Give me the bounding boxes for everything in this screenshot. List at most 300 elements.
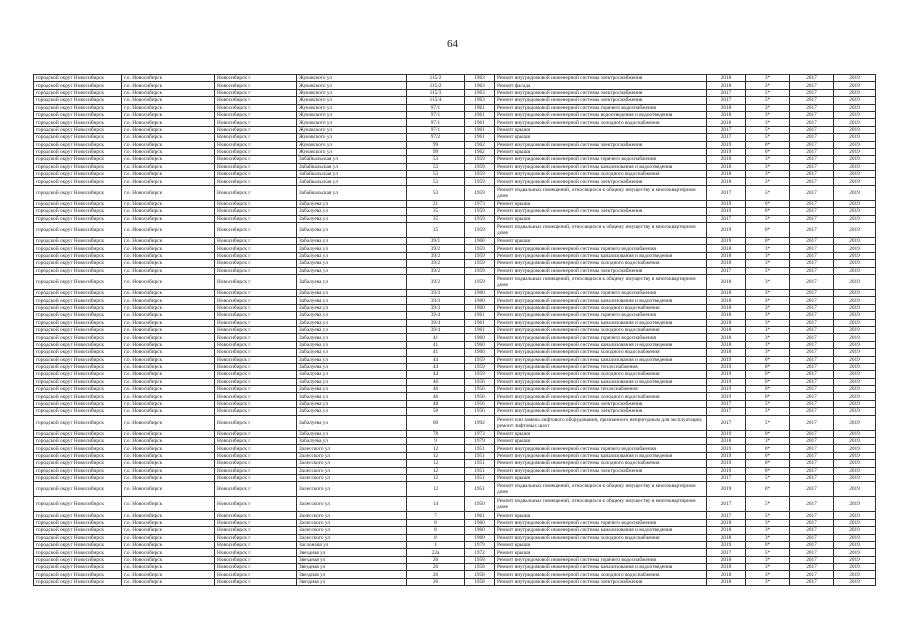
cell-house-number: 14 <box>407 497 465 512</box>
cell-work-type: Ремонт крыши <box>495 200 707 207</box>
cell-work-type: Ремонт внутридомовой инженерной системы канализования и водоотведения <box>495 341 707 348</box>
cell-locality: Новосибирск г <box>215 356 297 363</box>
cell-period-end: 2019 <box>834 334 876 341</box>
table-row <box>34 178 876 185</box>
cell-street: Залесского ул <box>297 445 407 452</box>
cell-locality: Новосибирск г <box>215 104 297 111</box>
table-row <box>34 75 876 82</box>
cell-period-end: 2019 <box>834 549 876 556</box>
cell-build-year: 1992 <box>465 415 495 430</box>
cell-street: Жуковского ул <box>297 119 407 126</box>
cell-period-start: 2017 <box>790 527 834 534</box>
cell-municipality: городской округ Новосибирск <box>34 75 122 82</box>
cell-locality: Новосибирск г <box>215 111 297 118</box>
cell-term: 5* <box>746 497 790 512</box>
cell-period-end: 2019 <box>834 245 876 252</box>
cell-locality: Новосибирск г <box>215 178 297 185</box>
cell-build-year: 1960 <box>465 519 495 526</box>
cell-locality: Новосибирск г <box>215 549 297 556</box>
cell-term: 3* <box>746 178 790 185</box>
cell-term: 3* <box>746 564 790 571</box>
cell-municipality: городской округ Новосибирск <box>34 408 122 415</box>
page-number: 64 <box>447 38 458 50</box>
cell-house-number: 97/1 <box>407 104 465 111</box>
cell-period-start: 2017 <box>790 393 834 400</box>
cell-period-start: 2017 <box>790 356 834 363</box>
cell-house-number: 115/2 <box>407 82 465 89</box>
cell-planned-year: 2018 <box>707 178 746 185</box>
cell-house-number: 39/2 <box>407 245 465 252</box>
cell-street: Залесского ул <box>297 519 407 526</box>
cell-locality: Новосибирск г <box>215 445 297 452</box>
table-row <box>34 527 876 534</box>
cell-street: Залесского ул <box>297 460 407 467</box>
cell-city-district: г.о. Новосибирск <box>122 534 215 541</box>
cell-city-district: г.о. Новосибирск <box>122 185 215 200</box>
cell-period-end: 2019 <box>834 415 876 430</box>
cell-work-type: Ремонт или замена лифтового оборудования, признанного непригодным для эксплуатации, ремонт лифтовых шахт <box>495 415 707 430</box>
cell-street: Жуковского ул <box>297 126 407 133</box>
cell-work-type: Ремонт внутридомовой инженерной системы канализования и водоотведения <box>495 163 707 170</box>
cell-street: Заслонова ул <box>297 541 407 548</box>
cell-house-number: 97/1 <box>407 119 465 126</box>
cell-city-district: г.о. Новосибирск <box>122 200 215 207</box>
cell-period-start: 2017 <box>790 460 834 467</box>
cell-term: 5* <box>746 474 790 481</box>
cell-locality: Новосибирск г <box>215 156 297 163</box>
cell-period-start: 2017 <box>790 534 834 541</box>
cell-period-start: 2017 <box>790 312 834 319</box>
cell-municipality: городской округ Новосибирск <box>34 474 122 481</box>
table-row <box>34 349 876 356</box>
cell-street: Забалуева ул <box>297 415 407 430</box>
cell-period-end: 2019 <box>834 156 876 163</box>
cell-build-year: 1961 <box>465 312 495 319</box>
cell-house-number: 26 <box>407 564 465 571</box>
cell-term: 3* <box>746 75 790 82</box>
cell-build-year: 1956 <box>465 386 495 393</box>
cell-city-district: г.о. Новосибирск <box>122 223 215 238</box>
cell-city-district: г.о. Новосибирск <box>122 252 215 259</box>
cell-locality: Новосибирск г <box>215 512 297 519</box>
cell-locality: Новосибирск г <box>215 208 297 215</box>
cell-locality: Новосибирск г <box>215 334 297 341</box>
cell-build-year: 1959 <box>465 252 495 259</box>
cell-build-year: 1962 <box>465 148 495 155</box>
table-row <box>34 371 876 378</box>
cell-planned-year: 2019 <box>707 541 746 548</box>
cell-planned-year: 2018 <box>707 111 746 118</box>
cell-build-year: 1961 <box>465 134 495 141</box>
cell-period-start: 2017 <box>790 82 834 89</box>
cell-street: Забалуева ул <box>297 430 407 437</box>
cell-period-end: 2019 <box>834 452 876 459</box>
cell-build-year: 1956 <box>465 393 495 400</box>
cell-city-district: г.о. Новосибирск <box>122 156 215 163</box>
cell-period-end: 2019 <box>834 297 876 304</box>
cell-period-end: 2019 <box>834 349 876 356</box>
cell-city-district: г.о. Новосибирск <box>122 326 215 333</box>
cell-municipality: городской округ Новосибирск <box>34 89 122 96</box>
cell-locality: Новосибирск г <box>215 578 297 585</box>
cell-locality: Новосибирск г <box>215 341 297 348</box>
cell-city-district: г.о. Новосибирск <box>122 556 215 563</box>
cell-locality: Новосибирск г <box>215 215 297 222</box>
cell-house-number: 99 <box>407 148 465 155</box>
cell-work-type: Ремонт внутридомовой инженерной системы горячего водоснабжения <box>495 445 707 452</box>
cell-municipality: городской округ Новосибирск <box>34 349 122 356</box>
cell-locality: Новосибирск г <box>215 260 297 267</box>
cell-term: 3* <box>746 163 790 170</box>
cell-work-type: Ремонт внутридомовой инженерной системы горячего водоснабжения <box>495 104 707 111</box>
cell-city-district: г.о. Новосибирск <box>122 371 215 378</box>
cell-house-number: 35 <box>407 223 465 238</box>
cell-period-start: 2017 <box>790 238 834 245</box>
cell-house-number: 12 <box>407 452 465 459</box>
cell-city-district: г.о. Новосибирск <box>122 89 215 96</box>
cell-build-year: 1961 <box>465 326 495 333</box>
cell-planned-year: 2017 <box>707 97 746 104</box>
cell-period-end: 2019 <box>834 104 876 111</box>
cell-planned-year: 2019 <box>707 460 746 467</box>
cell-house-number: 44 <box>407 371 465 378</box>
cell-build-year: 1959 <box>465 260 495 267</box>
cell-period-start: 2017 <box>790 171 834 178</box>
cell-work-type: Ремонт внутридомовой инженерной системы горячего водоснабжения <box>495 334 707 341</box>
cell-locality: Новосибирск г <box>215 386 297 393</box>
cell-house-number: 46 <box>407 378 465 385</box>
cell-street: Забалуева ул <box>297 386 407 393</box>
table-row <box>34 274 876 289</box>
cell-period-end: 2019 <box>834 393 876 400</box>
cell-locality: Новосибирск г <box>215 304 297 311</box>
cell-planned-year: 2018 <box>707 578 746 585</box>
cell-street: Забалуева ул <box>297 371 407 378</box>
cell-locality: Новосибирск г <box>215 126 297 133</box>
table-body <box>34 75 876 586</box>
cell-period-end: 2019 <box>834 319 876 326</box>
table-row <box>34 400 876 407</box>
cell-build-year: 1951 <box>465 452 495 459</box>
cell-street: Забайкальская ул <box>297 163 407 170</box>
cell-period-start: 2017 <box>790 438 834 445</box>
cell-planned-year: 2018 <box>707 326 746 333</box>
cell-term: 0* <box>746 452 790 459</box>
cell-period-start: 2017 <box>790 408 834 415</box>
cell-city-district: г.о. Новосибирск <box>122 445 215 452</box>
cell-work-type: Ремонт внутридомовой инженерной системы холодного водоснабжения <box>495 371 707 378</box>
cell-city-district: г.о. Новосибирск <box>122 260 215 267</box>
cell-period-start: 2017 <box>790 378 834 385</box>
cell-build-year: 1958 <box>465 556 495 563</box>
cell-street: Забалуева ул <box>297 200 407 207</box>
cell-period-end: 2019 <box>834 341 876 348</box>
table-row <box>34 260 876 267</box>
cell-municipality: городской округ Новосибирск <box>34 312 122 319</box>
cell-city-district: г.о. Новосибирск <box>122 289 215 296</box>
table-row <box>34 141 876 148</box>
table-row <box>34 208 876 215</box>
cell-term: 5* <box>746 415 790 430</box>
cell-city-district: г.о. Новосибирск <box>122 97 215 104</box>
cell-period-start: 2017 <box>790 578 834 585</box>
cell-planned-year: 2019 <box>707 356 746 363</box>
cell-city-district: г.о. Новосибирск <box>122 215 215 222</box>
cell-street: Забалуева ул <box>297 289 407 296</box>
cell-term: 3* <box>746 341 790 348</box>
table-row <box>34 119 876 126</box>
table-row <box>34 386 876 393</box>
cell-municipality: городской округ Новосибирск <box>34 326 122 333</box>
cell-street: Забалуева ул <box>297 223 407 238</box>
cell-build-year: 1951 <box>465 467 495 474</box>
cell-work-type: Ремонт крыши <box>495 126 707 133</box>
cell-planned-year: 2018 <box>707 304 746 311</box>
cell-work-type: Ремонт крыши <box>495 549 707 556</box>
cell-city-district: г.о. Новосибирск <box>122 571 215 578</box>
cell-municipality: городской округ Новосибирск <box>34 163 122 170</box>
cell-locality: Новосибирск г <box>215 519 297 526</box>
table-row <box>34 571 876 578</box>
cell-municipality: городской округ Новосибирск <box>34 564 122 571</box>
cell-term: 3* <box>746 304 790 311</box>
cell-planned-year: 2017 <box>707 400 746 407</box>
cell-build-year: 1979 <box>465 541 495 548</box>
cell-planned-year: 2018 <box>707 75 746 82</box>
cell-period-start: 2017 <box>790 319 834 326</box>
cell-street: Забалуева ул <box>297 326 407 333</box>
cell-period-end: 2019 <box>834 438 876 445</box>
cell-locality: Новосибирск г <box>215 82 297 89</box>
cell-locality: Новосибирск г <box>215 564 297 571</box>
cell-house-number: 50 <box>407 408 465 415</box>
cell-period-end: 2019 <box>834 408 876 415</box>
cell-house-number: 1 <box>407 541 465 548</box>
cell-build-year: 1959 <box>465 245 495 252</box>
cell-work-type: Ремонт внутридомовой инженерной системы электроснабжения <box>495 75 707 82</box>
cell-period-start: 2017 <box>790 541 834 548</box>
cell-term: 5* <box>746 134 790 141</box>
cell-locality: Новосибирск г <box>215 474 297 481</box>
cell-period-end: 2019 <box>834 497 876 512</box>
cell-house-number: 39/2 <box>407 260 465 267</box>
cell-city-district: г.о. Новосибирск <box>122 482 215 497</box>
cell-house-number: 48 <box>407 400 465 407</box>
cell-municipality: городской округ Новосибирск <box>34 267 122 274</box>
cell-build-year: 1961 <box>465 319 495 326</box>
cell-street: Залесского ул <box>297 512 407 519</box>
cell-street: Забайкальская ул <box>297 185 407 200</box>
cell-locality: Новосибирск г <box>215 467 297 474</box>
cell-work-type: Ремонт крыши <box>495 438 707 445</box>
cell-house-number: 26 <box>407 578 465 585</box>
cell-work-type: Ремонт внутридомовой инженерной системы холодного водоснабжения <box>495 326 707 333</box>
cell-period-start: 2017 <box>790 564 834 571</box>
cell-planned-year: 2018 <box>707 527 746 534</box>
cell-municipality: городской округ Новосибирск <box>34 126 122 133</box>
cell-planned-year: 2019 <box>707 445 746 452</box>
cell-street: Жуковского ул <box>297 89 407 96</box>
cell-house-number: 97/1 <box>407 126 465 133</box>
cell-city-district: г.о. Новосибирск <box>122 349 215 356</box>
cell-period-start: 2017 <box>790 430 834 437</box>
cell-work-type: Ремонт внутридомовой инженерной системы электроснабжения <box>495 578 707 585</box>
cell-planned-year: 2017 <box>707 185 746 200</box>
cell-locality: Новосибирск г <box>215 349 297 356</box>
cell-city-district: г.о. Новосибирск <box>122 104 215 111</box>
cell-street: Забалуева ул <box>297 274 407 289</box>
cell-street: Жуковского ул <box>297 104 407 111</box>
cell-street: Забалуева ул <box>297 400 407 407</box>
cell-locality: Новосибирск г <box>215 541 297 548</box>
table-row <box>34 82 876 89</box>
cell-period-end: 2019 <box>834 363 876 370</box>
cell-locality: Новосибирск г <box>215 363 297 370</box>
cell-locality: Новосибирск г <box>215 163 297 170</box>
cell-build-year: 1956 <box>465 400 495 407</box>
cell-locality: Новосибирск г <box>215 89 297 96</box>
cell-period-end: 2019 <box>834 512 876 519</box>
cell-house-number: 60 <box>407 415 465 430</box>
cell-street: Звездная ул <box>297 556 407 563</box>
cell-municipality: городской округ Новосибирск <box>34 541 122 548</box>
cell-period-end: 2019 <box>834 97 876 104</box>
cell-city-district: г.о. Новосибирск <box>122 460 215 467</box>
cell-planned-year: 2019 <box>707 482 746 497</box>
cell-term: 3* <box>746 319 790 326</box>
cell-planned-year: 2018 <box>707 119 746 126</box>
cell-street: Забайкальская ул <box>297 178 407 185</box>
cell-city-district: г.о. Новосибирск <box>122 119 215 126</box>
cell-build-year: 1960 <box>465 304 495 311</box>
table-row <box>34 578 876 585</box>
cell-house-number: 41 <box>407 349 465 356</box>
cell-municipality: городской округ Новосибирск <box>34 148 122 155</box>
cell-street: Жуковского ул <box>297 75 407 82</box>
cell-period-start: 2017 <box>790 141 834 148</box>
cell-work-type: Ремонт внутридомовой инженерной системы горячего водоснабжения <box>495 245 707 252</box>
cell-period-start: 2017 <box>790 208 834 215</box>
cell-municipality: городской округ Новосибирск <box>34 97 122 104</box>
cell-house-number: 22а <box>407 549 465 556</box>
cell-street: Залесского ул <box>297 534 407 541</box>
cell-city-district: г.о. Новосибирск <box>122 578 215 585</box>
cell-work-type: Ремонт внутридомовой инженерной системы электроснабжения <box>495 178 707 185</box>
cell-street: Забалуева ул <box>297 267 407 274</box>
cell-municipality: городской округ Новосибирск <box>34 378 122 385</box>
cell-locality: Новосибирск г <box>215 252 297 259</box>
cell-planned-year: 2018 <box>707 349 746 356</box>
cell-period-end: 2019 <box>834 178 876 185</box>
cell-period-end: 2019 <box>834 141 876 148</box>
cell-municipality: городской округ Новосибирск <box>34 252 122 259</box>
cell-work-type: Ремонт внутридомовой инженерной системы холодного водоснабжения <box>495 304 707 311</box>
table-row <box>34 408 876 415</box>
cell-build-year: 1973 <box>465 200 495 207</box>
cell-street: Забалуева ул <box>297 319 407 326</box>
cell-city-district: г.о. Новосибирск <box>122 334 215 341</box>
cell-street: Залесского ул <box>297 482 407 497</box>
cell-period-start: 2017 <box>790 267 834 274</box>
cell-locality: Новосибирск г <box>215 312 297 319</box>
cell-work-type: Ремонт внутридомовой инженерной системы холодного водоснабжения <box>495 393 707 400</box>
cell-term: 5* <box>746 215 790 222</box>
cell-period-start: 2017 <box>790 223 834 238</box>
table-row <box>34 200 876 207</box>
table-row <box>34 363 876 370</box>
cell-period-end: 2019 <box>834 238 876 245</box>
cell-term: 3* <box>746 156 790 163</box>
table-row <box>34 267 876 274</box>
cell-term: 3* <box>746 111 790 118</box>
cell-work-type: Ремонт внутридомовой инженерной системы холодного водоснабжения <box>495 571 707 578</box>
cell-municipality: городской округ Новосибирск <box>34 534 122 541</box>
cell-planned-year: 2017 <box>707 497 746 512</box>
cell-planned-year: 2018 <box>707 171 746 178</box>
cell-city-district: г.о. Новосибирск <box>122 467 215 474</box>
cell-municipality: городской округ Новосибирск <box>34 341 122 348</box>
cell-municipality: городской округ Новосибирск <box>34 289 122 296</box>
cell-locality: Новосибирск г <box>215 141 297 148</box>
cell-period-end: 2019 <box>834 200 876 207</box>
cell-locality: Новосибирск г <box>215 482 297 497</box>
cell-term: 0* <box>746 371 790 378</box>
cell-build-year: 1963 <box>465 89 495 96</box>
table-row <box>34 238 876 245</box>
cell-street: Звездная ул <box>297 549 407 556</box>
cell-build-year: 1956 <box>465 408 495 415</box>
cell-house-number: 8 <box>407 519 465 526</box>
cell-house-number: 26 <box>407 556 465 563</box>
cell-locality: Новосибирск г <box>215 185 297 200</box>
cell-work-type: Ремонт внутридомовой инженерной системы канализования и водоотведения <box>495 527 707 534</box>
cell-period-end: 2019 <box>834 89 876 96</box>
cell-term: 5* <box>746 126 790 133</box>
cell-planned-year: 2018 <box>707 260 746 267</box>
cell-municipality: городской округ Новосибирск <box>34 400 122 407</box>
cell-period-end: 2019 <box>834 148 876 155</box>
cell-house-number: 8 <box>407 527 465 534</box>
cell-build-year: 1979 <box>465 438 495 445</box>
cell-period-end: 2019 <box>834 400 876 407</box>
cell-work-type: Ремонт внутридомовой инженерной системы холодного водоснабжения <box>495 460 707 467</box>
table-row <box>34 452 876 459</box>
cell-build-year: 1958 <box>465 564 495 571</box>
cell-street: Звездная ул <box>297 564 407 571</box>
cell-work-type: Ремонт внутридомовой инженерной системы горячего водоснабжения <box>495 519 707 526</box>
cell-house-number: 115/4 <box>407 97 465 104</box>
cell-term: 3* <box>746 571 790 578</box>
cell-city-district: г.о. Новосибирск <box>122 378 215 385</box>
cell-work-type: Ремонт подвальных помещений, относящихся к общему имуществу в многоквартирном доме <box>495 223 707 238</box>
cell-period-start: 2017 <box>790 349 834 356</box>
cell-term: 0* <box>746 482 790 497</box>
cell-work-type: Ремонт внутридомовой инженерной системы горячего водоснабжения <box>495 289 707 296</box>
cell-street: Звездная ул <box>297 571 407 578</box>
table-row <box>34 519 876 526</box>
cell-term: 0* <box>746 141 790 148</box>
cell-build-year: 1959 <box>465 371 495 378</box>
cell-planned-year: 2018 <box>707 297 746 304</box>
cell-street: Забалуева ул <box>297 297 407 304</box>
cell-work-type: Ремонт внутридомовой инженерной системы канализования и водоотведения <box>495 319 707 326</box>
cell-term: 0* <box>746 386 790 393</box>
cell-period-start: 2017 <box>790 148 834 155</box>
cell-locality: Новосибирск г <box>215 408 297 415</box>
cell-house-number: 39/1 <box>407 238 465 245</box>
cell-house-number: 39/4 <box>407 319 465 326</box>
cell-build-year: 1959 <box>465 171 495 178</box>
